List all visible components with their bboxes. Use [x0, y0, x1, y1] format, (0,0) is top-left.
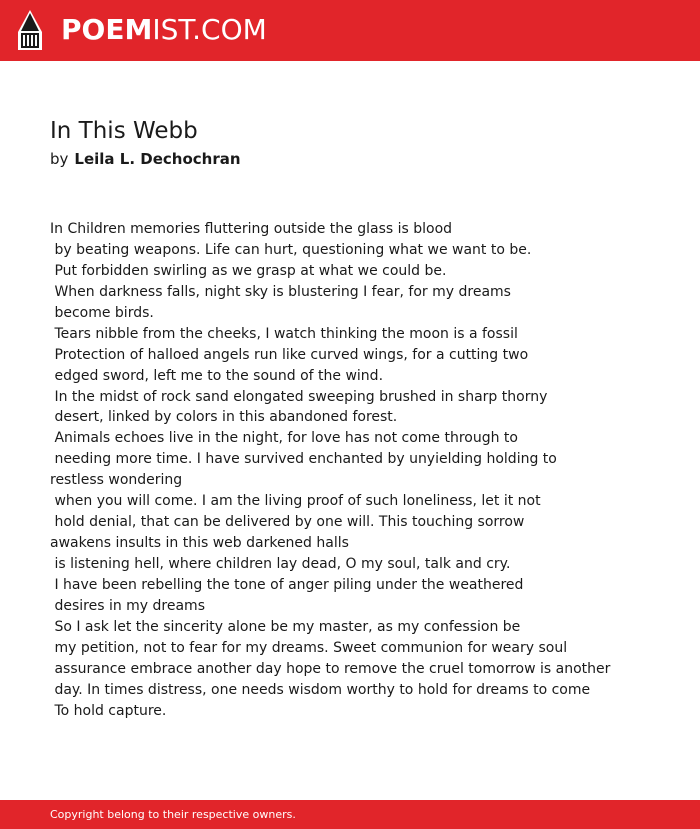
poem-line: In Children memories fluttering outside the glass is blood	[50, 221, 453, 237]
poem-line: needing more time. I have survived enchanted by unyielding holding to	[50, 451, 557, 468]
poem-line: restless wondering	[50, 472, 183, 489]
poem-line: hold denial, that can be delivered by one will. This touching sorrow	[50, 514, 525, 531]
logo-bold-text: POEM	[61, 13, 153, 46]
poem-line: edged sword, left me to the sound of the wind.	[50, 367, 384, 384]
poem-line: my petition, not to fear for my dreams. Sweet communion for weary soul	[50, 639, 568, 656]
poem-line: become birds.	[50, 304, 154, 321]
poem-line: Tears nibble from the cheeks, I watch thinking the moon is a fossil	[50, 325, 518, 342]
poem-line: is listening hell, where children lay dead, O my soul, talk and cry.	[50, 556, 511, 572]
poem-line: Animals echoes live in the night, for love has not come through to	[50, 430, 518, 447]
site-header	[0, 0, 700, 61]
poem-line: Protection of halloed angels run like curved wings, for a cutting two	[50, 346, 529, 363]
poem-line: Put forbidden swirling as we grasp at what we could be.	[50, 262, 447, 279]
copyright-text: Copyright belong to their respective owners.	[50, 808, 296, 821]
site-footer	[0, 800, 700, 829]
byline	[50, 149, 241, 169]
by-label: by	[50, 150, 69, 168]
pen-nib-icon[interactable]	[18, 10, 42, 52]
poem-line: desert, linked by colors in this abandoned forest.	[50, 409, 398, 426]
poem-line: day. In times distress, one needs wisdom worthy to hold for dreams to come	[50, 681, 591, 698]
poem-line: To hold capture.	[50, 702, 167, 719]
poem-line: So I ask let the sincerity alone be my master, as my confession be	[50, 618, 521, 635]
poem-line: awakens insults in this web darkened halls	[50, 535, 349, 552]
poem-author[interactable]: Leila L. Dechochran	[74, 150, 241, 168]
poem-line: assurance embrace another day hope to remove the cruel tomorrow is another	[50, 660, 611, 677]
poem-line: by beating weapons. Life can hurt, questioning what we want to be.	[50, 241, 532, 258]
poem-line: desires in my dreams	[50, 597, 205, 614]
poem-line: I have been rebelling the tone of anger piling under the weathered	[50, 576, 524, 593]
poem-line: When darkness falls, night sky is blustering I fear, for my dreams	[50, 283, 511, 300]
site-logo[interactable]	[61, 13, 267, 47]
poem-body	[50, 219, 670, 722]
logo-light-text: IST.COM	[152, 13, 267, 46]
poem-line: when you will come. I am the living proof of such loneliness, let it not	[50, 493, 541, 510]
poem-title: In This Webb	[50, 118, 198, 144]
poem-line: In the midst of rock sand elongated sweeping brushed in sharp thorny	[50, 388, 548, 405]
